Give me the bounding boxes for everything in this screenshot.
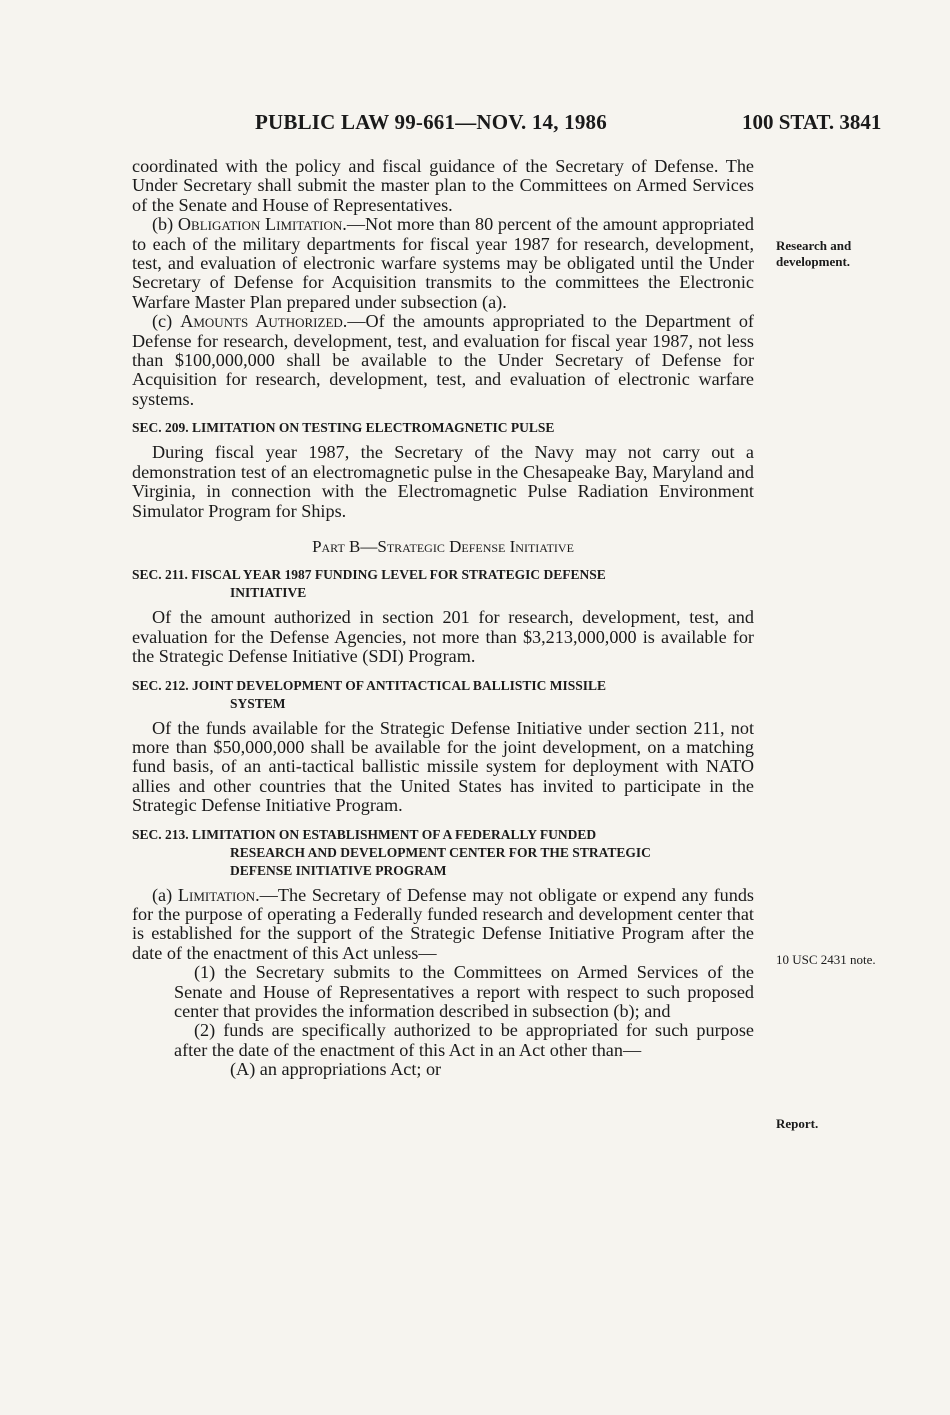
b-label: (b) — [152, 214, 178, 235]
section-211-text: Of the amount authorized in section 201 for research, development, test, and evaluation for the Defense Agencies, not more than $3,213,000,000 is available for the Strategic Defense Initiative (SDI) Program. — [132, 607, 754, 667]
margin-note-report: Report. — [776, 1116, 819, 1131]
section-213-title-cont2: DEFENSE INITIATIVE PROGRAM — [230, 862, 447, 878]
c-text: .—Of the amounts appropriated to the Department of Defense for research, development, test, and evaluation for fiscal year 1987, not less than $100,000,000 shall be available to the Under Secretary of Defense for Acquisition for research, development, test, and evaluation of electronic warfare systems. — [132, 311, 754, 409]
margin-note-usc: 10 USC 2431 note. — [776, 952, 876, 967]
a-text: .—The Secretary of Defense may not obligate or expend any funds for the purpose of operating a Federally funded research and development center that is established for the support of the Strategic Defense Initiative Program after the date of the enactment of this Act unless— — [132, 884, 755, 963]
section-211-title: SEC. 211. FISCAL YEAR 1987 FUNDING LEVEL FOR STRATEGIC DEFENSE — [132, 567, 606, 583]
c-heading: Amounts Authorized — [180, 311, 343, 332]
a-heading: Limitation — [177, 884, 256, 905]
margin-note-research: Research and development. — [776, 238, 852, 269]
section-213-title-cont1: RESEARCH AND DEVELOPMENT CENTER FOR THE STRATEGIC — [230, 844, 651, 860]
paragraph-a — [132, 886, 754, 964]
header-title: PUBLIC LAW 99-661—NOV. 14, 1986 — [255, 110, 607, 134]
section-209-text: During fiscal year 1987, the Secretary of the Navy may not carry out a demonstration test of an electromagnetic pulse in the Chesapeake Bay, Maryland and Virginia, in connection with the Electromagnetic Pulse Radiation Environment Simulator Program for Ships. — [132, 442, 754, 521]
section-211-title-cont: INITIATIVE — [230, 585, 307, 601]
part-b-heading: Part B—Strategic Defense Initiative — [312, 536, 574, 556]
list-item-a: (A) an appropriations Act; or — [230, 1059, 442, 1080]
section-212-heading — [132, 677, 754, 713]
section-209-heading: SEC. 209. LIMITATION ON TESTING ELECTROMAGNETIC PULSE — [132, 420, 555, 436]
a-label: (a) — [152, 884, 178, 905]
b-text: .—Not more than 80 percent of the amount appropriated to each of the military departments for fiscal year 1987 for research, development, test, and evaluation of electronic warfare systems may be obligated until the Under Secretary of Defense for Acquisition transmits to the committees the Electronic Warfare Master Plan prepared under subsection (a). — [132, 214, 754, 312]
section-211-heading — [132, 566, 754, 602]
section-212-title-cont: SYSTEM — [230, 695, 286, 711]
b-heading: Obligation Limitation — [177, 214, 343, 235]
section-212-title: SEC. 212. JOINT DEVELOPMENT OF ANTITACTICAL BALLISTIC MISSILE — [132, 677, 606, 693]
running-header — [0, 110, 950, 140]
section-213-title: SEC. 213. LIMITATION ON ESTABLISHMENT OF A FEDERALLY FUNDED — [132, 826, 597, 842]
c-label: (c) — [152, 311, 181, 332]
paragraph-intro: coordinated with the policy and fiscal guidance of the Secretary of Defense. The Under Secretary shall submit the master plan to the Committees on Armed Services of the Senate and House of Representatives. — [132, 156, 754, 215]
list-item-2: (2) funds are specifically authorized to be appropriated for such purpose after the date of the enactment of this Act in an Act other than— — [174, 1020, 754, 1060]
section-213-heading — [132, 826, 754, 880]
list-item-1: (1) the Secretary submits to the Committees on Armed Services of the Senate and House of Representatives a report with respect to such proposed center that provides the information described in subsection (b); and — [174, 962, 754, 1021]
header-stat-page: 100 STAT. 3841 — [742, 110, 882, 134]
paragraph-b — [132, 215, 754, 312]
body-text — [132, 157, 754, 1080]
section-212-text: Of the funds available for the Strategic Defense Initiative under section 211, not more than $50,000,000 shall be available for the joint development, on a matching fund basis, of an anti-tactical ballistic missile system for deployment with NATO allies and other countries that the United States has invited to participate in the Strategic Defense Initiative Program. — [132, 717, 754, 816]
paragraph-c — [132, 312, 754, 409]
